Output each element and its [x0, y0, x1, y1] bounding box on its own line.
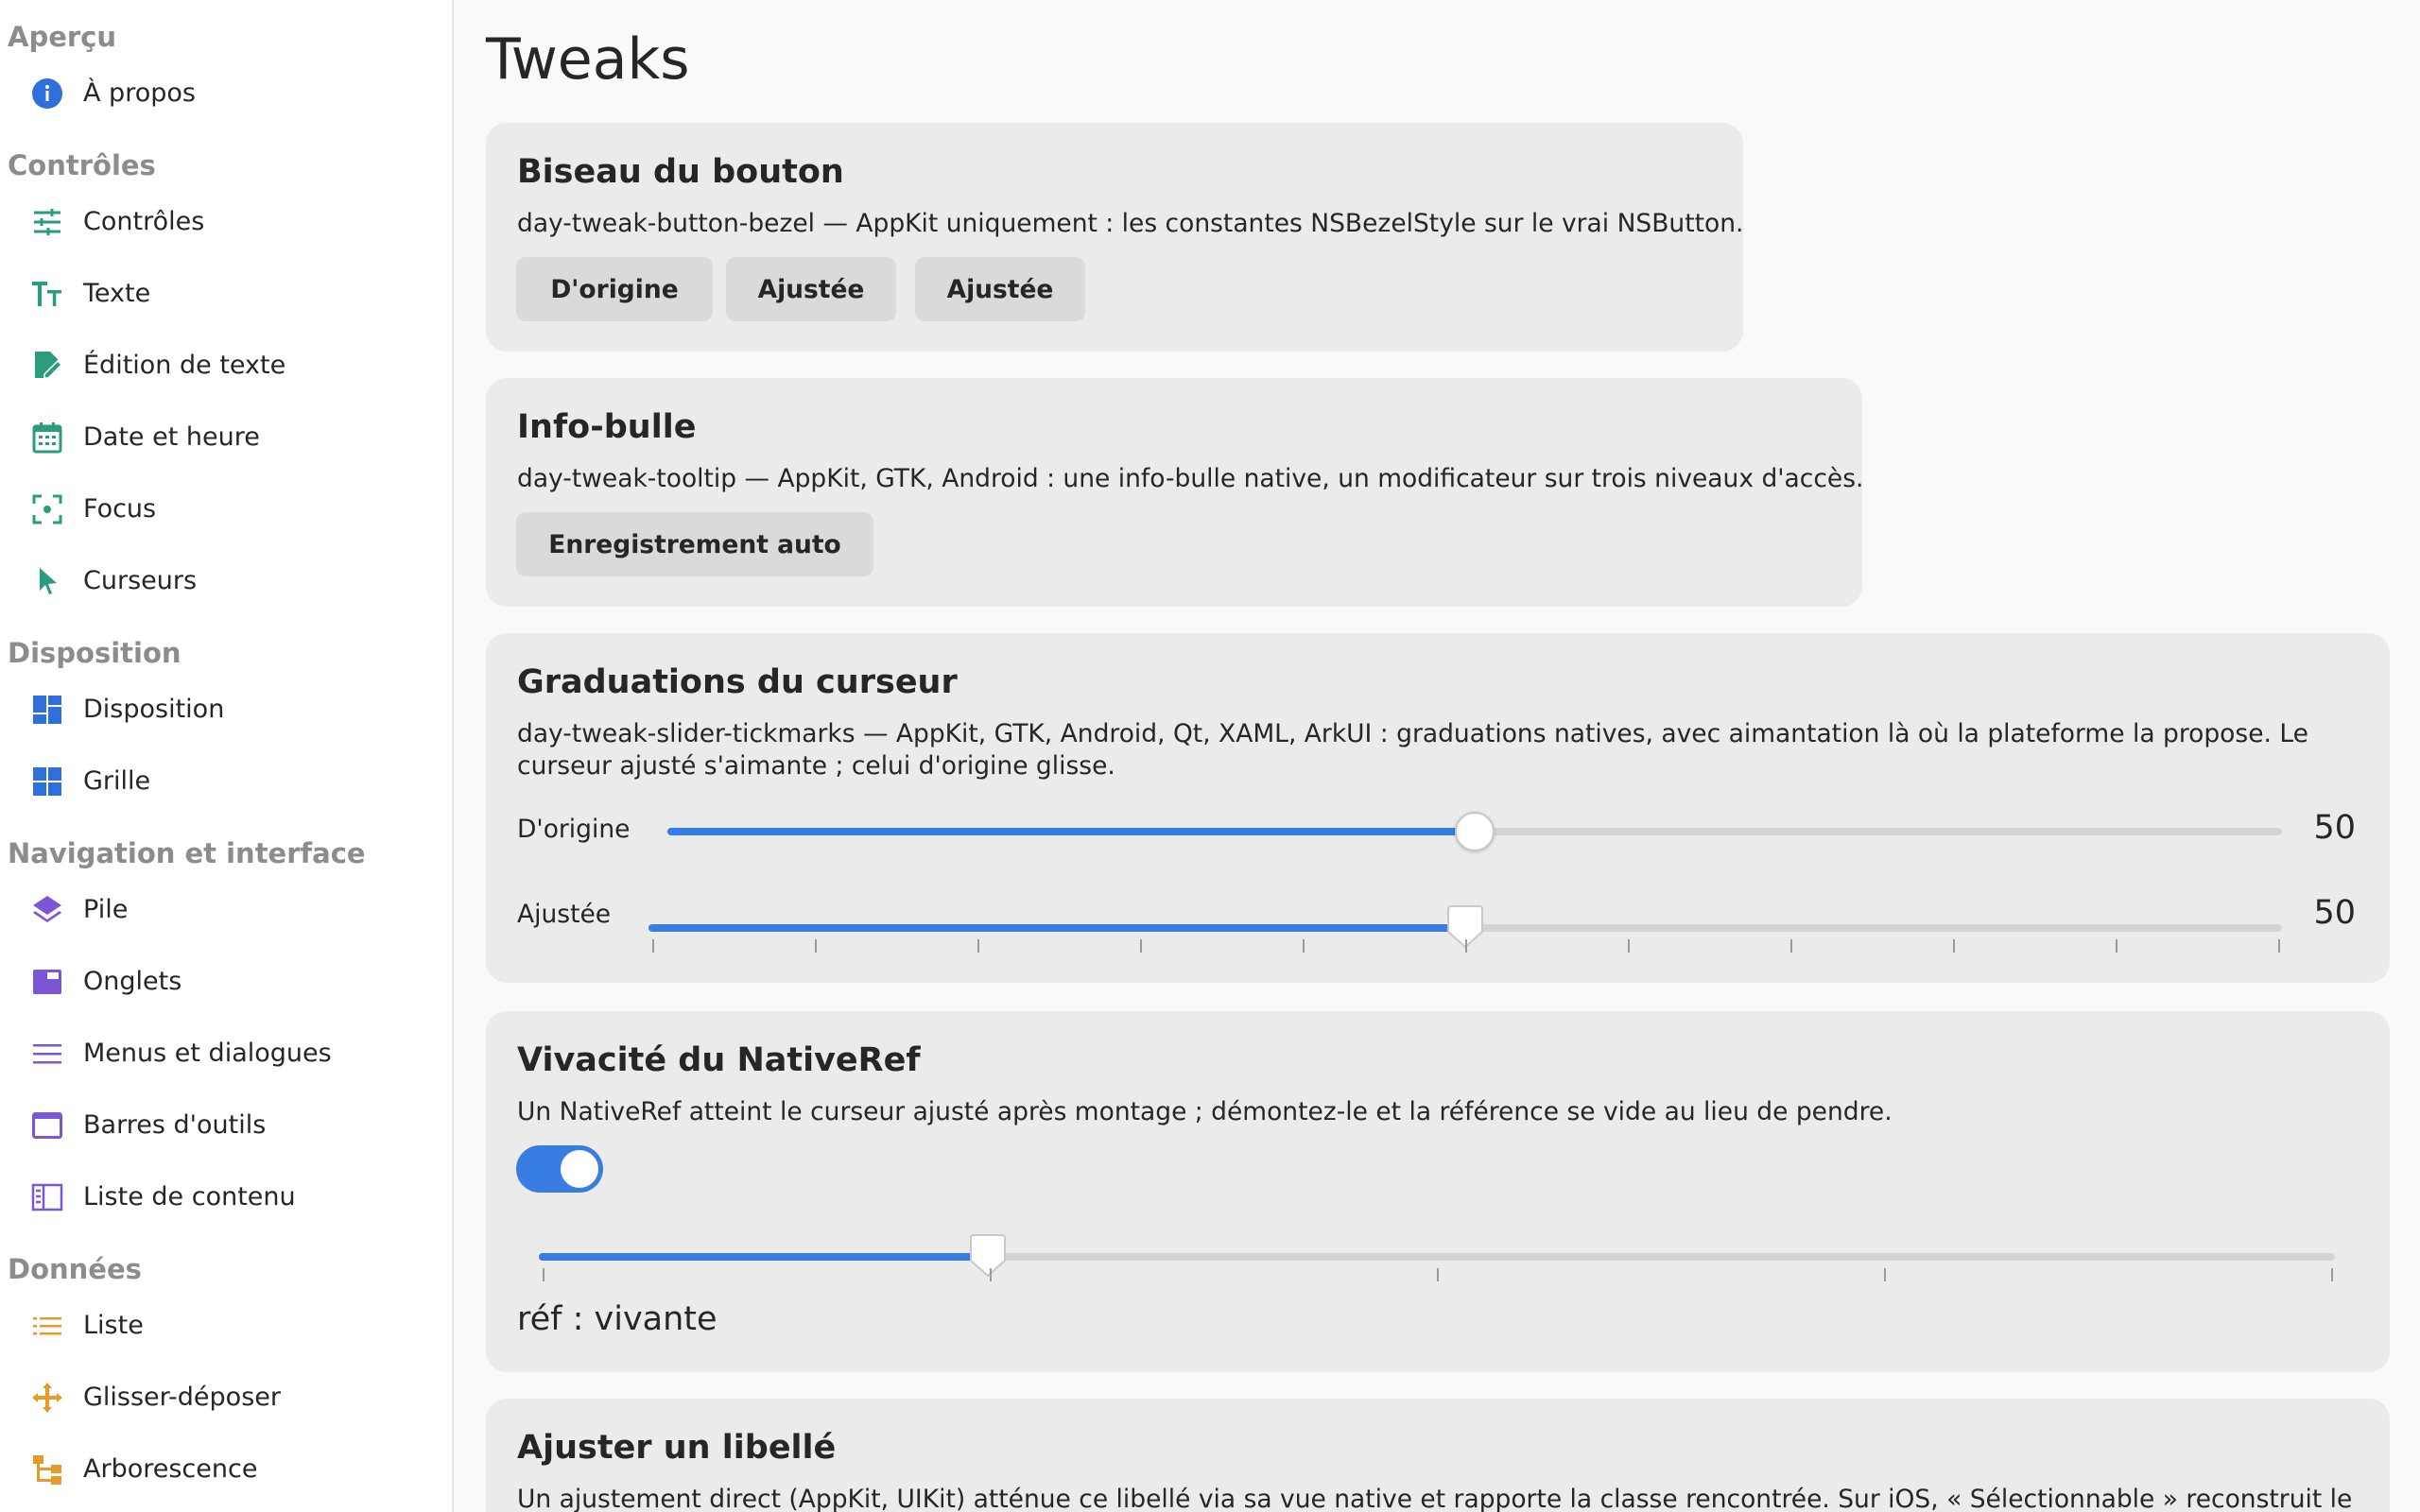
sidebar-item-label: Texte — [83, 279, 151, 308]
nativeref-slider-thumb[interactable] — [968, 1234, 1008, 1278]
sidebar-item-date-et-heure[interactable] — [0, 406, 452, 467]
sidebar-item-label: Curseurs — [83, 566, 198, 595]
card-title: Ajuster un libellé — [517, 1429, 837, 1467]
sidebar-item-label: À propos — [83, 78, 196, 108]
sidebar-item-label: Barres d'outils — [83, 1110, 267, 1140]
main-content — [456, 0, 2420, 1512]
slider-tick — [977, 939, 979, 953]
card-description: day-tweak-tooltip — AppKit, GTK, Android : une info-bulle native, un modificateur sur trois niveaux d'accès. — [517, 464, 1864, 493]
sidebar-item-onglets[interactable] — [0, 951, 452, 1011]
sidebar-item-label: Grille — [83, 766, 151, 796]
window-icon — [31, 1109, 63, 1142]
card-title: Biseau du bouton — [517, 153, 844, 191]
slider-tick — [2116, 939, 2118, 953]
tabs-icon — [31, 966, 63, 998]
slider-tick — [1465, 939, 1467, 953]
tree-icon — [31, 1453, 63, 1486]
slider-tick — [1953, 939, 1955, 953]
sidebar-item-focus[interactable] — [0, 478, 452, 539]
slider-tick — [1437, 1268, 1439, 1281]
section-title-donnees: Données — [8, 1253, 142, 1285]
sidebar-item-label: Focus — [83, 494, 157, 524]
sidebar-item-label: Date et heure — [83, 422, 260, 452]
nativeref-card — [486, 1011, 2390, 1372]
slider-tick — [815, 939, 817, 953]
slider-tick — [1628, 939, 1630, 953]
section-title-apercu: Aperçu — [8, 21, 117, 53]
sidebar-item-texte[interactable] — [0, 263, 452, 323]
card-description: day-tweak-button-bezel — AppKit uniquement : les constantes NSBezelStyle sur le vrai NSButton. — [517, 209, 1744, 238]
section-title-disposition: Disposition — [8, 637, 182, 669]
sidebar-item-disposition[interactable] — [0, 679, 452, 739]
edit-document-icon — [31, 350, 63, 382]
original-slider-label: D'origine — [517, 815, 631, 844]
pointer-icon — [31, 565, 63, 597]
sidebar-item-curseurs[interactable] — [0, 550, 452, 610]
tickmarks-card — [486, 633, 2390, 983]
list-icon — [31, 1310, 63, 1342]
label-card — [486, 1399, 2390, 1512]
sidebar-item-edition-de-texte[interactable] — [0, 335, 452, 395]
slider-tick — [2331, 1268, 2333, 1281]
tweaked-slider[interactable] — [648, 924, 2282, 932]
section-title-controles: Contrôles — [8, 149, 156, 181]
focus-icon — [31, 493, 63, 525]
original-slider-thumb[interactable] — [1455, 812, 1495, 851]
card-description: day-tweak-slider-tickmarks — AppKit, GTK, Android, Qt, XAML, ArkUI : graduations natives, avec aimantation là où la plateforme la propose. Le curseur ajusté s'aimante ; celui d'origine glisse. — [517, 719, 2308, 781]
slider-tick — [1303, 939, 1305, 953]
sliders-icon — [31, 206, 63, 238]
calendar-icon — [31, 421, 63, 454]
sidebar-item-label: Édition de texte — [83, 351, 286, 380]
sidebar-item-label: Pile — [83, 895, 129, 924]
card-description: Un ajustement direct (AppKit, UIKit) atténue ce libellé via sa vue native et rapporte la classe rencontrée. Sur iOS, « Sélectionnable » reconstruit le — [517, 1485, 2353, 1512]
bezel-card — [486, 123, 1743, 352]
slider-tick — [2278, 939, 2280, 953]
slider-tick — [990, 1268, 992, 1281]
move-icon — [31, 1382, 63, 1414]
bezel-tweaked-button-2[interactable]: Ajustée — [915, 257, 1085, 321]
page-title: Tweaks — [486, 26, 690, 93]
sidebar-item-grille[interactable] — [0, 750, 452, 811]
original-slider[interactable] — [667, 828, 2282, 835]
slider-tick — [543, 1268, 544, 1281]
original-slider-fill — [667, 828, 1475, 835]
menu-icon — [31, 1038, 63, 1070]
sidebar-item-label: Menus et dialogues — [83, 1039, 332, 1068]
dashboard-icon — [31, 694, 63, 726]
sidebar-item-liste-de-contenu[interactable] — [0, 1166, 452, 1227]
original-slider-value: 50 — [2313, 809, 2356, 847]
text-size-icon — [31, 278, 63, 310]
sidebar-item-glisser-deposer[interactable] — [0, 1366, 452, 1427]
bezel-original-button[interactable]: D'origine — [516, 257, 713, 321]
toggle-knob — [561, 1150, 598, 1188]
card-description: Un NativeRef atteint le curseur ajusté après montage ; démontez-le et la référence se vide au lieu de pendre. — [517, 1097, 1893, 1126]
tweaked-slider-fill — [648, 924, 1465, 932]
nativeref-slider-fill — [539, 1253, 988, 1261]
sidebar-item-controles[interactable] — [0, 191, 452, 251]
bezel-tweaked-button-1[interactable]: Ajustée — [726, 257, 896, 321]
sidebar-item-label: Contrôles — [83, 207, 205, 236]
ref-status-text: réf : vivante — [517, 1300, 717, 1338]
card-title: Graduations du curseur — [517, 663, 958, 701]
book-icon — [31, 1181, 63, 1213]
sidebar-item-liste[interactable] — [0, 1295, 452, 1355]
info-icon — [31, 77, 63, 110]
grid-icon — [31, 765, 63, 798]
autosave-button[interactable]: Enregistrement auto — [516, 512, 873, 576]
sidebar-item-label: Disposition — [83, 695, 225, 724]
slider-tick — [1790, 939, 1792, 953]
slider-tick — [1884, 1268, 1886, 1281]
sidebar-item-label: Glisser-déposer — [83, 1383, 281, 1412]
tweaked-slider-value: 50 — [2313, 894, 2356, 932]
nativeref-toggle[interactable] — [516, 1145, 603, 1193]
sidebar-item-pile[interactable] — [0, 879, 452, 939]
sidebar-item-a-propos[interactable] — [0, 62, 452, 123]
sidebar-item-label: Onglets — [83, 967, 182, 996]
tooltip-card — [486, 378, 1862, 607]
nativeref-slider[interactable] — [539, 1253, 2335, 1261]
slider-tick — [652, 939, 654, 953]
sidebar-item-label: Arborescence — [83, 1454, 258, 1484]
layers-icon — [31, 894, 63, 926]
slider-tick — [1140, 939, 1142, 953]
section-title-navigation: Navigation et interface — [8, 837, 366, 869]
card-title: Info-bulle — [517, 408, 697, 446]
sidebar-item-barres-d-outils[interactable] — [0, 1094, 452, 1155]
sidebar-item-arborescence[interactable] — [0, 1438, 452, 1499]
sidebar-item-menus-et-dialogues[interactable] — [0, 1022, 452, 1083]
card-title: Vivacité du NativeRef — [517, 1041, 921, 1079]
tweaked-slider-label: Ajustée — [517, 900, 612, 929]
sidebar — [0, 0, 454, 1512]
sidebar-item-label: Liste — [83, 1311, 144, 1340]
sidebar-item-label: Liste de contenu — [83, 1182, 296, 1211]
